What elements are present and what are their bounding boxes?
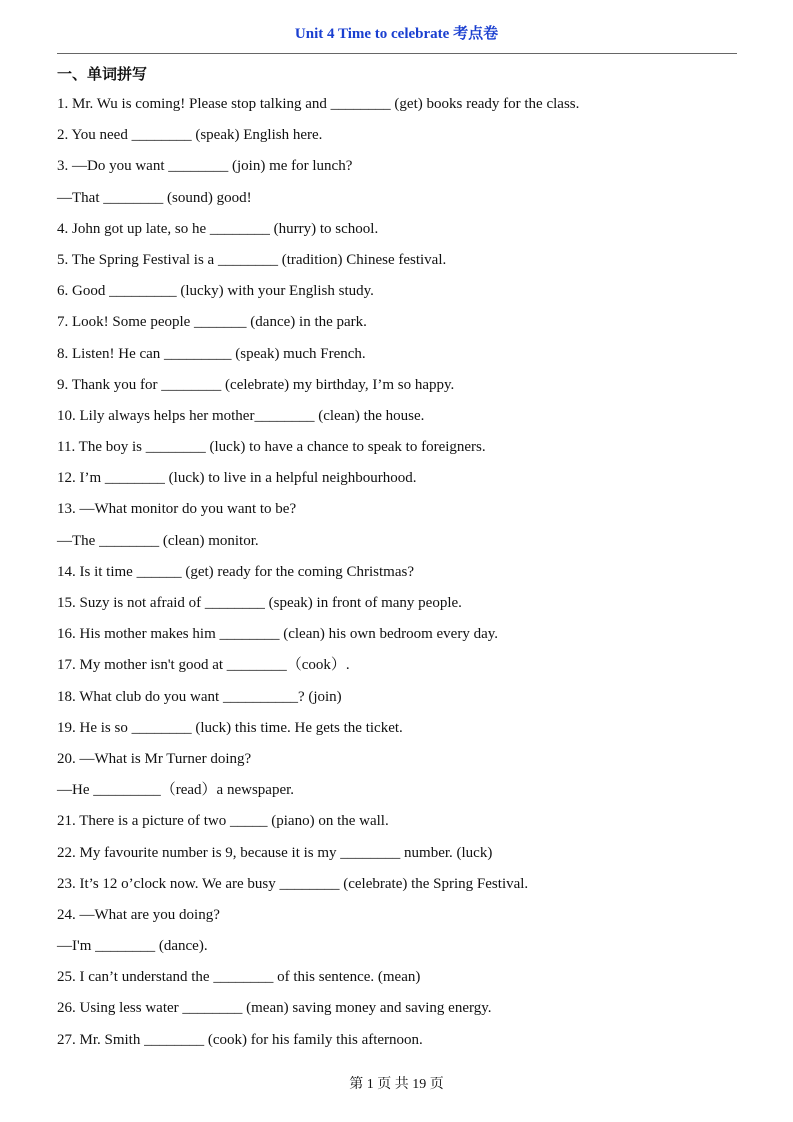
question-line: 9. Thank you for ________ (celebrate) my birthday, I’m so happy. <box>57 376 455 393</box>
question-line: 18. What club do you want __________? (join) <box>57 688 342 705</box>
question-line: 26. Using less water ________ (mean) saving money and saving energy. <box>57 1000 492 1017</box>
question-line: 20. —What is Mr Turner doing? <box>57 750 252 767</box>
question-line: 16. His mother makes him ________ (clean) his own bedroom every day. <box>57 626 499 643</box>
question-line: 11. The boy is ________ (luck) to have a chance to speak to foreigners. <box>57 439 486 456</box>
question-list <box>57 94 747 1061</box>
question-line: 10. Lily always helps her mother________ (clean) the house. <box>57 407 425 424</box>
question-line: 7. Look! Some people _______ (dance) in the park. <box>57 314 367 331</box>
header-divider <box>57 53 737 54</box>
question-line: 3. —Do you want ________ (join) me for lunch? <box>57 158 353 175</box>
question-line: 15. Suzy is not afraid of ________ (speak) in front of many people. <box>57 595 462 611</box>
question-line: 12. I’m ________ (luck) to live in a helpful neighbourhood. <box>57 470 417 487</box>
section-title: 一、单词拼写 <box>57 65 148 83</box>
question-line: 8. Listen! He can _________ (speak) much French. <box>57 345 366 362</box>
question-line: 25. I can’t understand the ________ of this sentence. (mean) <box>57 969 421 986</box>
question-line: —He _________（read）a newspaper. <box>57 782 295 799</box>
question-line: 24. —What are you doing? <box>57 906 220 923</box>
question-line: 17. My mother isn't good at ________（cook）. <box>57 657 350 674</box>
page-number: 第 1 页 共 19 页 <box>349 1077 444 1092</box>
question-line: 22. My favourite number is 9, because it is my ________ number. (luck) <box>57 844 493 861</box>
question-line: 27. Mr. Smith ________ (cook) for his family this afternoon. <box>57 1031 423 1048</box>
question-line: 23. It’s 12 o’clock now. We are busy ________ (celebrate) the Spring Festival. <box>57 875 529 892</box>
question-line: 6. Good _________ (lucky) with your English study. <box>57 283 374 300</box>
question-line: 5. The Spring Festival is a ________ (tradition) Chinese festival. <box>57 251 447 268</box>
question-line: 2. You need ________ (speak) English here. <box>57 127 323 144</box>
question-line: —I'm ________ (dance). <box>57 938 208 955</box>
question-line: 4. John got up late, so he ________ (hurry) to school. <box>57 220 379 237</box>
question-line: 14. Is it time ______ (get) ready for the coming Christmas? <box>57 563 415 580</box>
question-line: 21. There is a picture of two _____ (piano) on the wall. <box>57 813 389 830</box>
question-line: 19. He is so ________ (luck) this time. He gets the ticket. <box>57 719 403 736</box>
question-line: —That ________ (sound) good! <box>57 189 252 206</box>
question-line: —The ________ (clean) monitor. <box>57 532 259 549</box>
question-line: 1. Mr. Wu is coming! Please stop talking and ________ (get) books ready for the class. <box>57 96 580 112</box>
page-header-title: Unit 4 Time to celebrate 考点卷 <box>294 26 499 42</box>
question-line: 13. —What monitor do you want to be? <box>57 501 297 518</box>
